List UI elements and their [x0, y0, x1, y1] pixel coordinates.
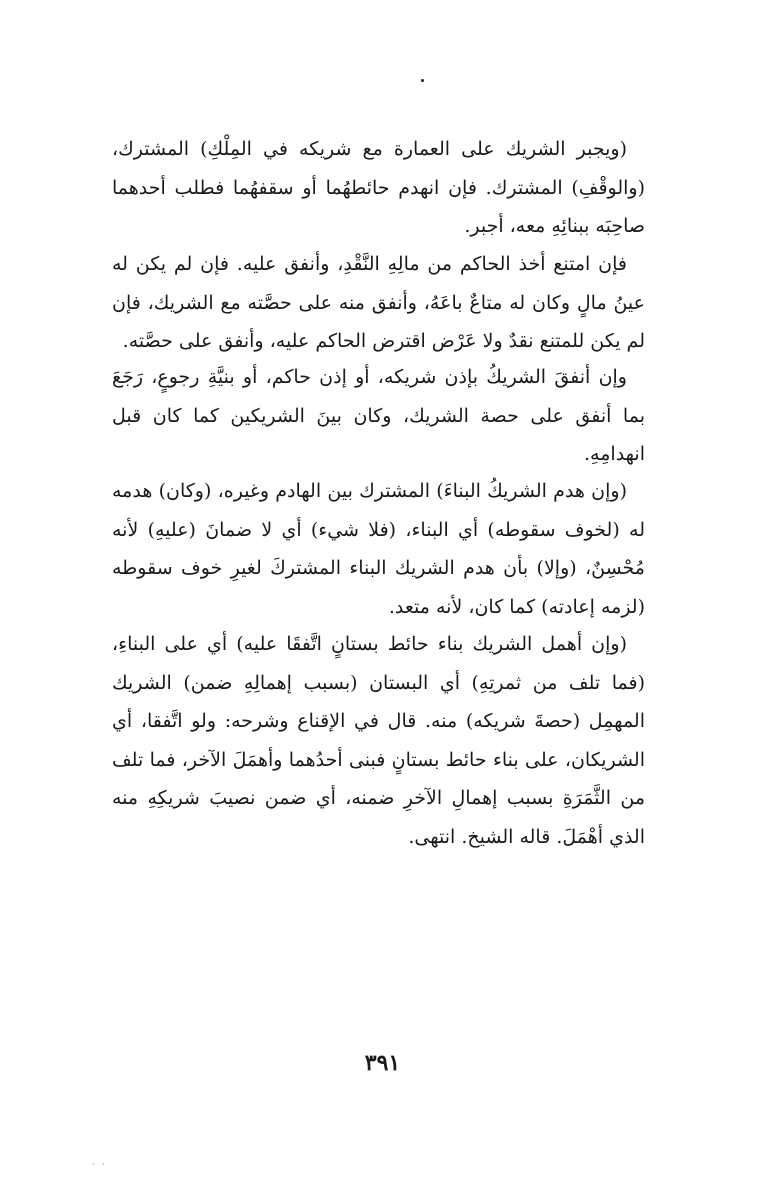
paragraph-3: وإن أنفقَ الشريكُ بإذن شريكه، أو إذن حاكم، أو بنيَّةِ رجوعٍ، رَجَعَ بما أنفق على حصة الشريك، وكان بينَ الشريكين كما كان قبل انهدامِهِ.	[112, 366, 645, 465]
paragraph-1: (ويجبر الشريك على العمارة مع شريكه في المِلْكِ) المشترك، (والوقْفِ) المشترك. فإن انهدم حائطهُما أو سقفهُما فطلب أحدهما صاحِبَه ببنائِهِ معه، أجبر.	[112, 138, 645, 237]
top-dot-mark	[421, 79, 424, 82]
paragraph-4: (وإن هدم الشريكُ البناءَ) المشترك بين الهادم وغيره، (وكان) هدمه له (لخوف سقوطه) أي البناء، (فلا شيء) أي لا ضمانَ (عليهِ) لأنه مُحْسِنٌ، (وإلا) بأن هدم الشريك البناء المشتركَ لغيرِ خوف سقوطه (لزمه إعادته) كما كان، لأنه متعد.	[112, 480, 645, 618]
paragraph-5: (وإن أهمل الشريك بناء حائط بستانٍ اتَّفقَا عليه) أي على البناءِ، (فما تلف من ثمرتِهِ) أي البستان (بسبب إهمالِهِ ضمن) الشريك المهمِل (حصةَ شريكه) منه. قال في الإقناع وشرحه: ولو اتَّفقا، أي الشريكان، على بناء حائط بستانٍ فبنى أحدُهما وأهمَلَ الآخر، فما تلف من الثَّمَرَةِ بسبب إهمالِ الآخرِ ضمنه، أي ضمن نصيبَ شريكِهِ منه الذي أهْمَلَ. قاله الشيخ. انتهى.	[112, 633, 645, 848]
scan-speck-mark: · ·	[92, 1160, 107, 1170]
page-number: ٣٩١	[364, 1050, 401, 1076]
paragraph-2: فإن امتنع أخذ الحاكم من مالِهِ النَّقْدِ، وأنفق عليه. فإن لم يكن له عينُ مالٍ وكان له متاعٌ باعَهُ، وأنفق منه على حصَّته مع الشريك، فإن لم يكن للمتنع نقدٌ ولا عَرْض اقترض الحاكم عليه، وأنفق على حصَّته.	[112, 253, 645, 352]
